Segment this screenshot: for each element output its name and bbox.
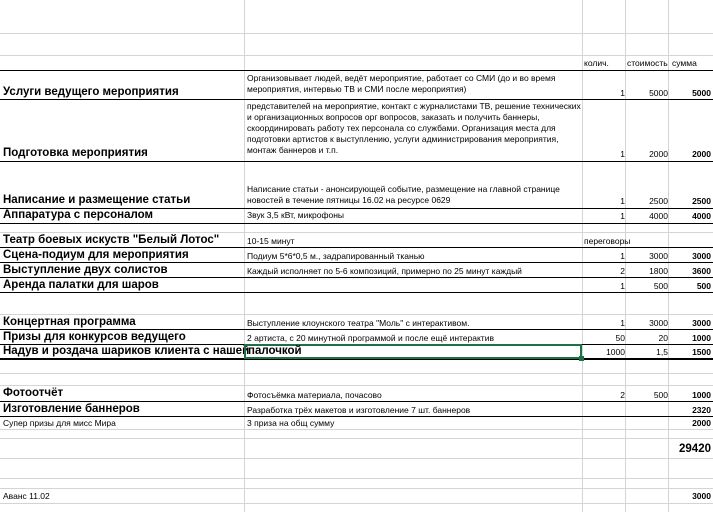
service-name[interactable]: Супер призы для мисс Мира (3, 418, 116, 428)
sum-cell[interactable]: 2320 (692, 405, 711, 415)
sum-cell[interactable]: 4000 (692, 211, 711, 221)
row-divider (0, 223, 713, 224)
advance-value[interactable]: 3000 (692, 491, 711, 501)
qty-cell[interactable]: 1000 (606, 347, 625, 357)
sum-cell[interactable]: 2000 (692, 149, 711, 159)
row-divider (0, 232, 713, 233)
cost-cell[interactable]: 20 (658, 333, 668, 343)
row-divider (0, 70, 713, 71)
row-divider (0, 262, 713, 263)
cost-cell[interactable]: 500 (653, 281, 668, 291)
service-description[interactable]: Выступление клоунского театра "Моль" с интерактивом. (247, 318, 470, 328)
advance-label[interactable]: Аванс 11.02 (3, 491, 50, 501)
service-name[interactable]: Аренда палатки для шаров (3, 279, 159, 291)
row-divider (0, 33, 713, 34)
service-description[interactable]: Разработка трёх макетов и изготовление 7 шт. баннеров (247, 405, 471, 415)
row-divider (0, 314, 713, 315)
qty-cell[interactable]: 1 (620, 88, 625, 98)
row-divider (0, 458, 713, 459)
service-name[interactable]: Услуги ведущего мероприятия (3, 86, 179, 98)
qty-cell[interactable]: переговоры (584, 236, 631, 246)
header-sum: сумма (672, 58, 697, 68)
cost-cell[interactable]: 5000 (649, 88, 668, 98)
row-divider (0, 277, 713, 278)
cost-cell[interactable]: 4000 (649, 211, 668, 221)
service-name[interactable]: Изготовление баннеров (3, 403, 140, 415)
row-divider (0, 416, 713, 417)
row-divider (0, 429, 713, 430)
service-description[interactable]: палочкой (248, 345, 302, 357)
service-description[interactable]: Организовывает людей, ведёт мероприятие, работает со СМИ (до и во время мероприятия, интервью ТВ и СМИ после мероприятия) (247, 73, 556, 94)
qty-cell[interactable]: 1 (620, 211, 625, 221)
sum-cell[interactable]: 5000 (692, 88, 711, 98)
qty-cell[interactable]: 1 (620, 318, 625, 328)
sum-cell[interactable]: 3000 (692, 318, 711, 328)
qty-cell[interactable]: 1 (620, 149, 625, 159)
total-sum[interactable]: 29420 (679, 443, 711, 455)
service-description[interactable]: Написание статьи - анонсирующей событие, размещение на главной странице новостей в течение пятницы 16.02 на ресурсе 0629 (247, 184, 560, 205)
sum-cell[interactable]: 1000 (692, 333, 711, 343)
sum-cell[interactable]: 3000 (692, 251, 711, 261)
row-divider (0, 488, 713, 489)
service-description[interactable]: 2 артиста, с 20 минутной программой и после ещё интерактив (247, 333, 494, 343)
sum-cell[interactable]: 500 (696, 281, 711, 291)
header-cost: стоимость (627, 58, 668, 68)
row-divider (0, 373, 713, 374)
qty-cell[interactable]: 1 (620, 281, 625, 291)
service-name[interactable]: Фотоотчёт (3, 387, 64, 399)
service-name[interactable]: Концертная программа (3, 316, 136, 328)
service-name[interactable]: Театр боевых искуств "Белый Лотос" (3, 234, 220, 246)
row-divider (0, 438, 713, 439)
qty-cell[interactable]: 2 (620, 266, 625, 276)
service-description[interactable]: представителей на мероприятие, контакт с журналистами ТВ, решение технических и организационных вопросов орг вопросов, заказать и получить баннеры, скоординировать работу тех персонала со службами. Организация места для подготовки артистов к выступлению, услуги администрирования мероприятия, монтаж баннеров и т.п. (247, 101, 581, 155)
cost-cell[interactable]: 2000 (649, 149, 668, 159)
row-divider (0, 99, 713, 100)
service-name[interactable]: Аппаратура с персоналом (3, 209, 154, 221)
row-divider (0, 292, 713, 293)
header-qty: колич. (584, 58, 609, 68)
qty-cell[interactable]: 1 (620, 251, 625, 261)
row-divider (0, 329, 713, 330)
row-divider (0, 503, 713, 504)
cost-cell[interactable]: 2500 (649, 196, 668, 206)
cost-cell[interactable]: 1800 (649, 266, 668, 276)
service-name[interactable]: Выступление двух солистов (3, 264, 168, 276)
qty-cell[interactable]: 1 (620, 196, 625, 206)
service-name[interactable]: Надув и роздача шариков клиента с нашей (3, 345, 250, 357)
cost-cell[interactable]: 500 (653, 390, 668, 400)
row-divider (0, 401, 713, 402)
row-divider (0, 247, 713, 248)
qty-cell[interactable]: 50 (615, 333, 625, 343)
cost-cell[interactable]: 3000 (649, 251, 668, 261)
row-divider (0, 478, 713, 479)
sum-cell[interactable]: 3600 (692, 266, 711, 276)
sum-cell[interactable]: 2000 (692, 418, 711, 428)
row-divider (0, 385, 713, 386)
service-description[interactable]: 10-15 минут (247, 236, 295, 246)
sum-cell[interactable]: 1000 (692, 390, 711, 400)
column-divider (244, 0, 245, 512)
sum-cell[interactable]: 1500 (692, 347, 711, 357)
service-description[interactable]: 3 приза на общ сумму (247, 418, 335, 428)
row-divider (0, 55, 713, 56)
row-divider (0, 161, 713, 162)
cost-cell[interactable]: 3000 (649, 318, 668, 328)
service-description[interactable]: Звук 3,5 кВт, микрофоны (247, 210, 345, 220)
service-description[interactable]: Подиум 5*6*0,5 м., задрапированный тканью (247, 251, 425, 261)
service-name[interactable]: Подготовка мероприятия (3, 147, 148, 159)
service-description[interactable]: Фотосъёмка материала, почасово (247, 390, 382, 400)
qty-cell[interactable]: 2 (620, 390, 625, 400)
service-name[interactable]: Призы для конкурсов ведущего (3, 331, 186, 343)
cost-cell[interactable]: 1,5 (656, 347, 668, 357)
sum-cell[interactable]: 2500 (692, 196, 711, 206)
service-name[interactable]: Сцена-подиум для мероприятия (3, 249, 189, 261)
service-description[interactable]: Каждый исполняет по 5-6 композиций, примерно по 25 минут каждый (247, 266, 522, 276)
service-name[interactable]: Написание и размещение статьи (3, 194, 191, 206)
